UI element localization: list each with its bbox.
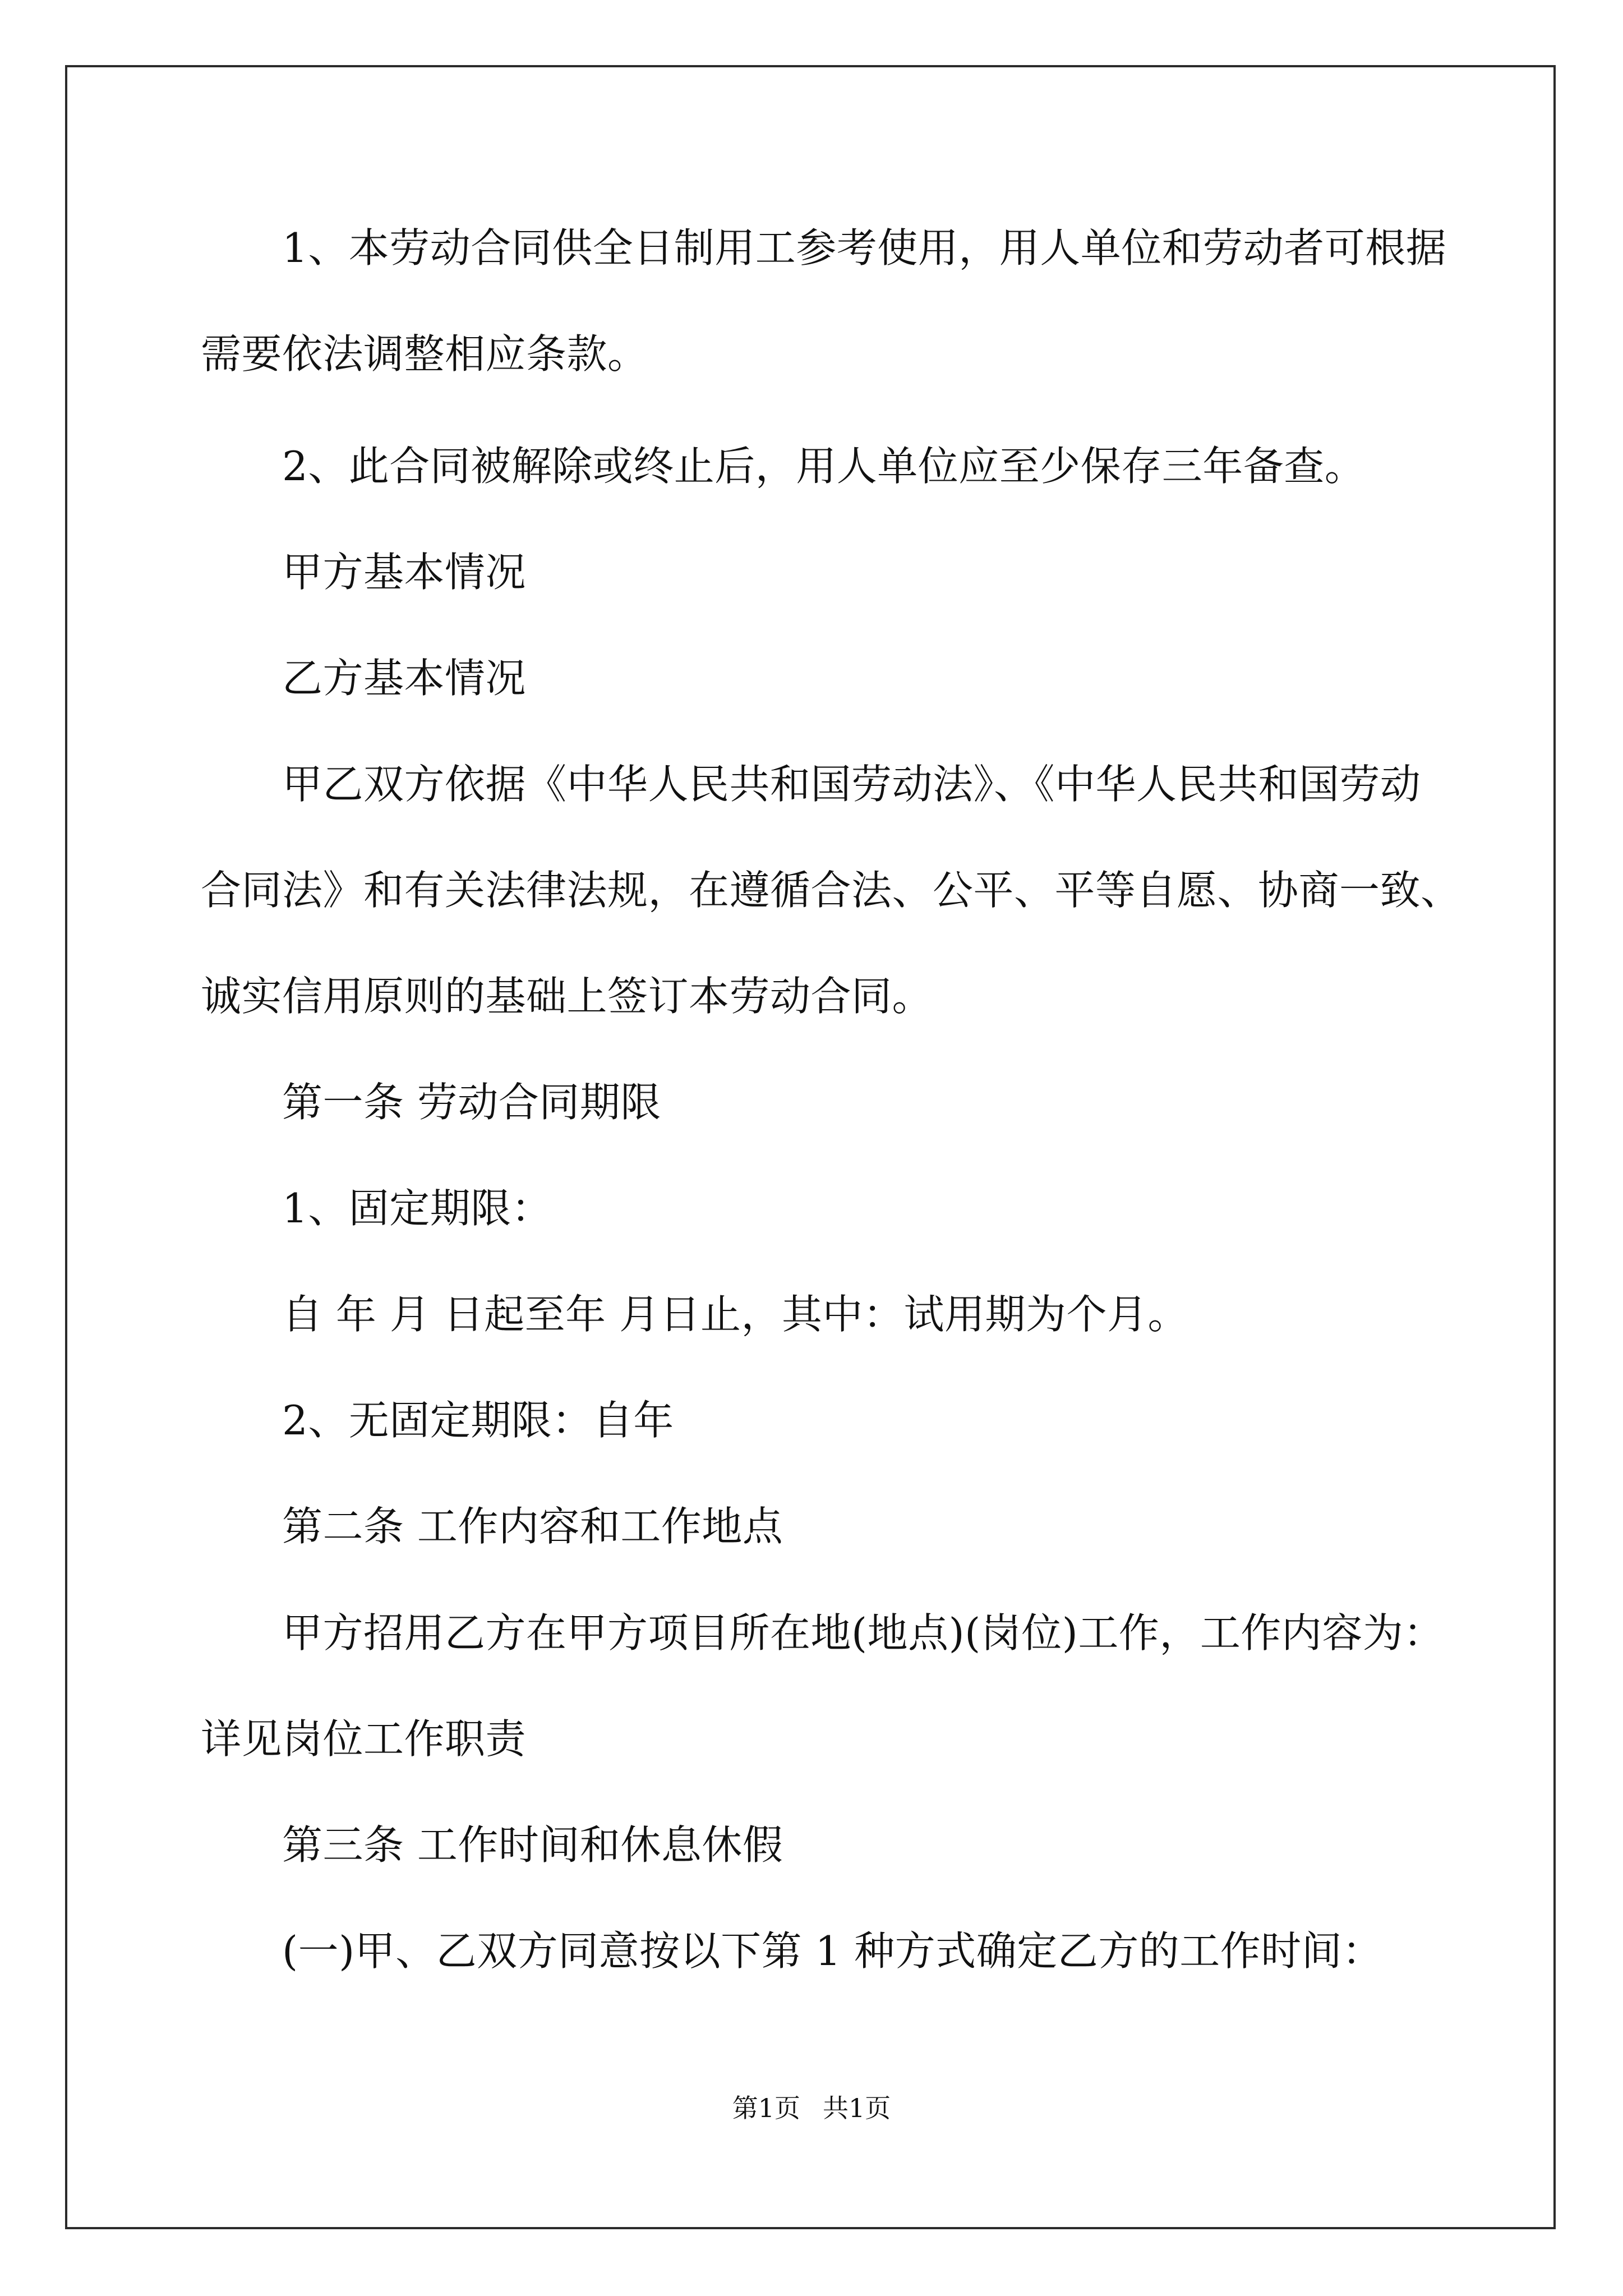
section-heading: 甲方基本情况 — [282, 549, 527, 596]
article-heading: 第二条 工作内容和工作地点 — [282, 1503, 783, 1550]
paragraph-line: 1、本劳动合同供全日制用工参考使用，用人单位和劳动者可根据 — [282, 224, 1447, 272]
article-heading: 第三条 工作时间和休息休假 — [282, 1821, 783, 1869]
page-number-total: 共1页 — [823, 2093, 891, 2123]
paragraph-line: 需要依法调整相应条款。 — [201, 330, 648, 378]
page-footer — [0, 2091, 1623, 2125]
paragraph-line: 2、此合同被解除或终止后，用人单位应至少保存三年备查。 — [282, 443, 1366, 490]
paragraph-line: 自 年 月 日起至年 月日止，其中：试用期为个月。 — [282, 1291, 1189, 1338]
paragraph-line: 1、固定期限： — [282, 1185, 552, 1232]
paragraph-line: 详见岗位工作职责 — [201, 1715, 527, 1763]
paragraph-line: 甲方招用乙方在甲方项目所在地(地点)(岗位)工作，工作内容为： — [282, 1609, 1444, 1657]
article-heading: 第一条 劳动合同期限 — [282, 1079, 661, 1126]
page-border — [65, 65, 1556, 2229]
paragraph-line: 2、无固定期限：自年 — [282, 1397, 674, 1444]
page-number-current: 第1页 — [732, 2093, 800, 2123]
paragraph-line: (一)甲、乙双方同意按以下第 1 种方式确定乙方的工作时间： — [282, 1927, 1383, 1975]
paragraph-line: 合同法》和有关法律法规，在遵循合法、公平、平等自愿、协商一致、 — [201, 867, 1461, 914]
paragraph-line: 甲乙双方依据《中华人民共和国劳动法》、《中华人民共和国劳动 — [282, 761, 1421, 808]
section-heading: 乙方基本情况 — [282, 655, 527, 702]
paragraph-line: 诚实信用原则的基础上签订本劳动合同。 — [201, 973, 933, 1020]
